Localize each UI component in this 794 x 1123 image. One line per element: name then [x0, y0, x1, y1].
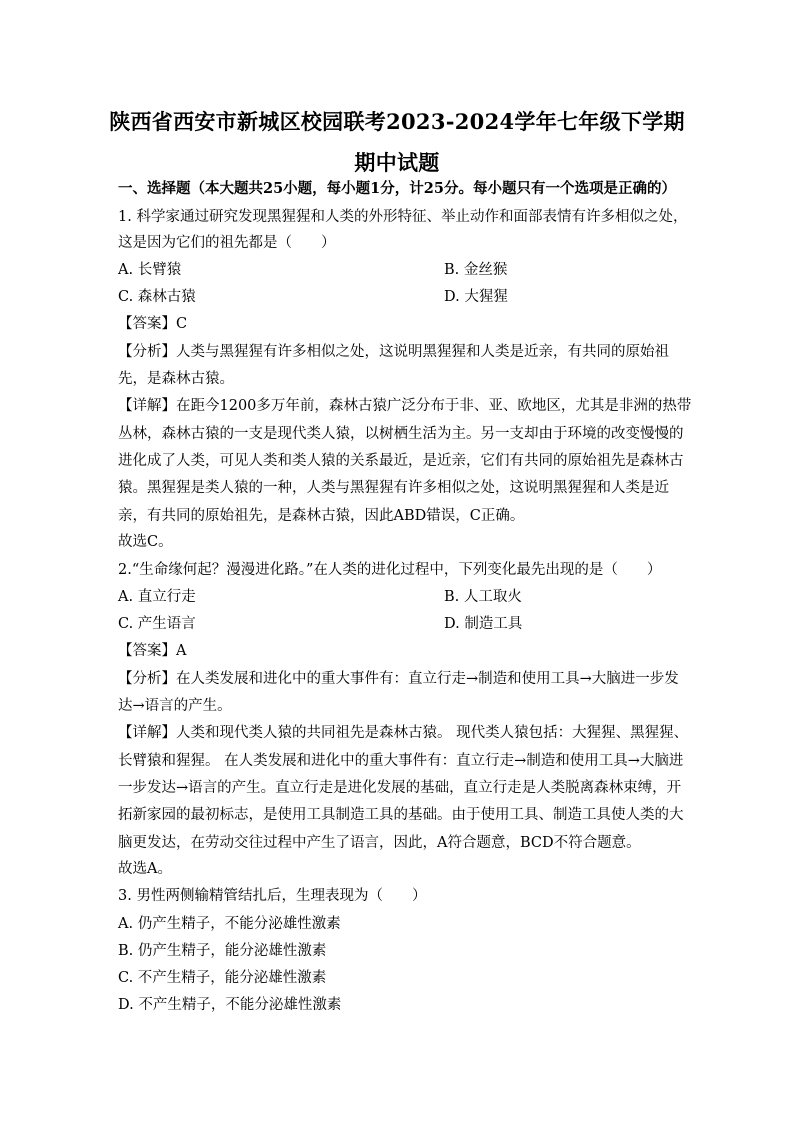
document-title-line-1: 陕西省西安市新城区校园联考2023-2024学年七年级下学期	[109, 109, 685, 134]
q2-detail-line-1: 【详解】人类和现代类人猿的共同祖先是森林古猿。 现代类人猿包括：大猩猩、黑猩猩、	[118, 725, 689, 741]
section-heading: 一、选择题（本大题共25小题，每小题1分，计25分。每小题只有一个选项是正确的）	[118, 180, 676, 197]
q2-stem-line-1: 2.“生命缘何起？漫漫进化路。”在人类的进化过程中，下列变化最先出现的是（ ）	[118, 562, 662, 578]
q2-option-b: B. 人工取火	[444, 589, 522, 605]
q3-option-c: C. 不产生精子，能分泌雄性激素	[118, 970, 327, 986]
q1-stem-line-2: 这是因为它们的祖先都是（ ）	[118, 235, 336, 251]
q1-detail-line-2: 丛林，森林古猿的一支是现代类人猿，以树栖生活为主。另一支却由于环境的改变慢慢的	[118, 426, 684, 442]
q3-stem-line-1: 3. 男性两侧输精管结扎后，生理表现为（ ）	[118, 888, 427, 904]
q1-stem-line-1: 1. 科学家通过研究发现黑猩猩和人类的外形特征、举止动作和面部表情有许多相似之处，	[118, 209, 688, 225]
q2-detail-line-3: 一步发达→语言的产生。直立行走是进化发展的基础，直立行走是人类脱离森林束缚，开	[118, 780, 682, 796]
q1-detail-line-4: 猿。黑猩猩是类人猿的一种，人类与黑猩猩有许多相似之处，这说明黑猩猩和人类是近	[118, 480, 669, 496]
q1-analysis-line-1: 【分析】人类与黑猩猩有许多相似之处，这说明黑猩猩和人类是近亲，有共同的原始祖	[118, 344, 669, 360]
q1-option-b: B. 金丝猴	[444, 262, 508, 278]
q3-option-d: D. 不产生精子，不能分泌雄性激素	[118, 997, 342, 1013]
q1-option-a: A. 长臂猿	[118, 262, 182, 278]
q2-analysis-line-2: 达→语言的产生。	[118, 698, 232, 714]
q1-detail-line-3: 进化成了人类，可见人类和类人猿的关系最近，是近亲，它们有共同的原始祖先是森林古	[118, 453, 684, 469]
q1-detail-line-1: 【详解】在距今1200多万年前，森林古猿广泛分布于非、亚、欧地区，尤其是非洲的热带	[118, 398, 692, 414]
q2-detail-line-5: 脑更发达，在劳动交往过程中产生了语言，因此，A符合题意，BCD不符合题意。	[118, 835, 641, 851]
q2-option-c: C. 产生语言	[118, 616, 196, 632]
q1-answer: 【答案】C	[118, 316, 188, 332]
q1-option-d: D. 大猩猩	[444, 289, 508, 305]
q2-conclusion: 故选A。	[118, 861, 172, 877]
document-title-line-2: 期中试题	[354, 150, 440, 175]
q3-option-b: B. 仍产生精子，能分泌雄性激素	[118, 943, 327, 959]
q3-option-a: A. 仍产生精子，不能分泌雄性激素	[118, 916, 341, 932]
q1-analysis-line-2: 先，是森林古猿。	[118, 371, 234, 387]
q1-detail-line-5: 亲，有共同的原始祖先，是森林古猿，因此ABD错误，C正确。	[118, 508, 525, 524]
q2-option-d: D. 制造工具	[444, 616, 523, 632]
q2-detail-line-2: 长臂猿和猩猩。 在人类发展和进化中的重大事件有：直立行走→制造和使用工具→大脑进	[118, 753, 684, 769]
q1-option-c: C. 森林古猿	[118, 289, 196, 305]
q2-option-a: A. 直立行走	[118, 589, 196, 605]
q2-analysis-line-1: 【分析】在人类发展和进化中的重大事件有：直立行走→制造和使用工具→大脑进一步发	[118, 671, 679, 687]
q1-conclusion: 故选C。	[118, 534, 173, 550]
q2-detail-line-4: 拓新家园的最初标志，是使用工具制造工具的基础。由于使用工具、制造工具使人类的大	[118, 807, 684, 823]
q2-answer: 【答案】A	[118, 643, 187, 659]
